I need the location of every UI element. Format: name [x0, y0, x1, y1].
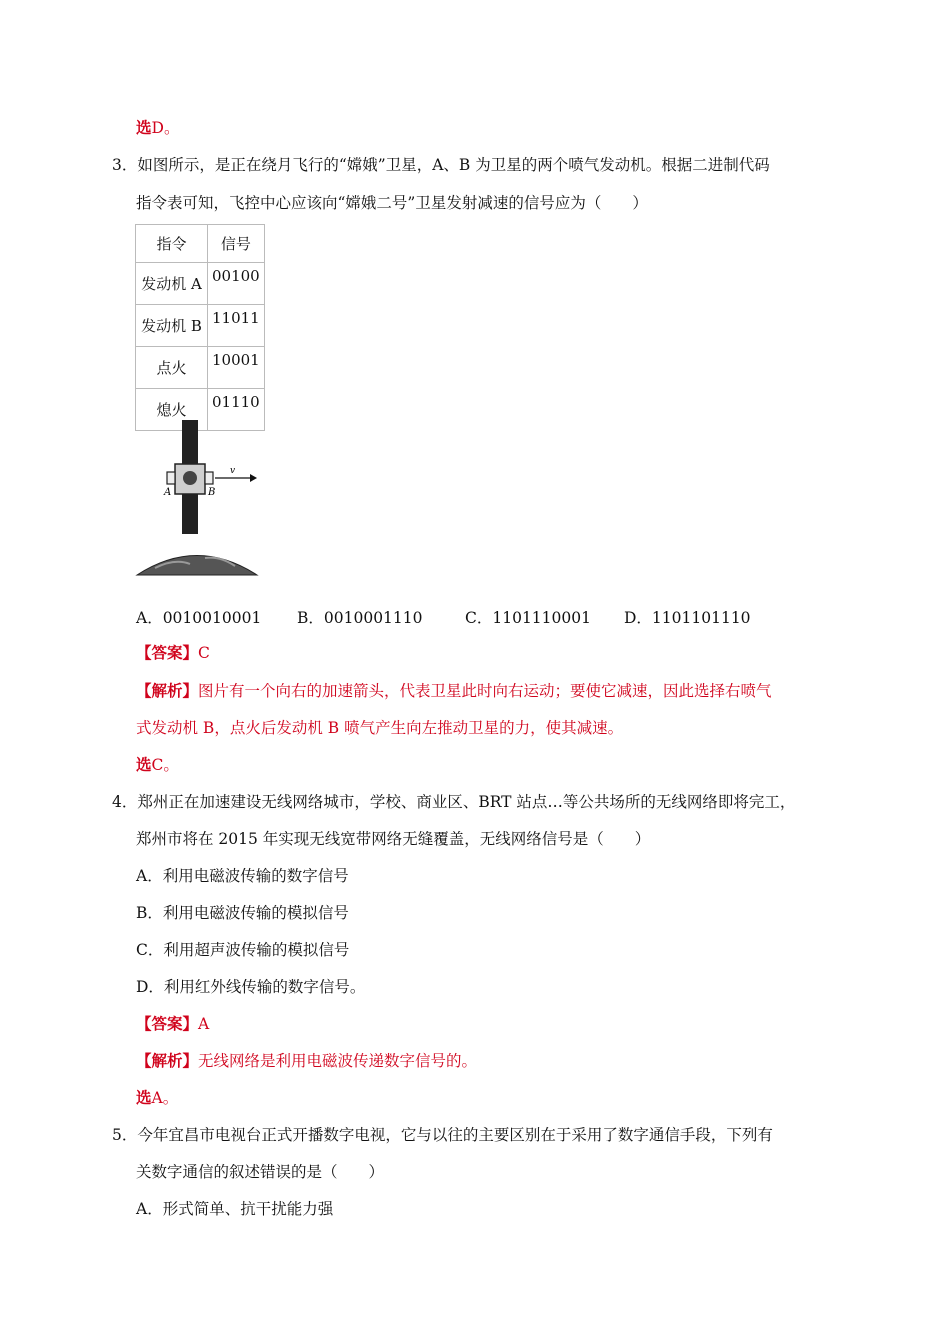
- q5-option-a: A．形式简单、抗干扰能力强: [136, 1200, 334, 1218]
- q4-answer: [136, 1014, 209, 1034]
- table-header-cell: 指令: [136, 225, 208, 263]
- instruction-table: [135, 224, 265, 431]
- satellite-figure: [135, 418, 260, 578]
- solar-panel-top: [182, 420, 198, 464]
- q3-selection: [136, 755, 179, 775]
- q5-stem-line1: [112, 1125, 773, 1145]
- table-cell: 熄火: [136, 389, 208, 431]
- table-header-cell: 信号: [208, 225, 265, 263]
- q4-stem-line1: [112, 792, 795, 812]
- table-cell: 10001: [208, 347, 265, 389]
- q4-selection: [136, 1088, 178, 1108]
- analysis-text: 图片有一个向右的加速箭头，代表卫星此时向右运动；要使它减速，因此选择右喷气: [198, 682, 772, 700]
- answer-value: C: [198, 644, 210, 662]
- prev-selection: [136, 118, 179, 138]
- analysis-tag: 【解析】: [136, 681, 199, 700]
- solar-panel-bottom: [182, 494, 198, 534]
- answer-tag: 【答案】: [136, 643, 199, 662]
- velocity-label: v: [230, 466, 236, 476]
- engine-b-label: B: [208, 487, 216, 498]
- table-row: [136, 305, 265, 347]
- q3-option-b: B．0010001110: [297, 609, 423, 627]
- selection-label: 选: [136, 1088, 152, 1107]
- analysis-tag: 【解析】: [136, 1051, 199, 1070]
- table-header-row: [136, 225, 265, 263]
- analysis-text: 无线网络是利用电磁波传递数字信号的。: [198, 1052, 478, 1070]
- engine-b: [205, 472, 213, 484]
- answer-tag: 【答案】: [136, 1014, 199, 1033]
- q5-line1-text: 今年宜昌市电视台正式开播数字电视，它与以往的主要区别在于采用了数字通信手段，下列有: [137, 1126, 773, 1144]
- q4-option-d: D．利用红外线传输的数字信号。: [136, 978, 366, 996]
- q4-stem-line2: 郑州市将在 2015 年实现无线宽带网络无缝覆盖，无线网络信号是（ ）: [136, 830, 651, 848]
- table-cell: 发动机 B: [136, 305, 208, 347]
- q3-answer: [136, 643, 210, 663]
- selection-value: C。: [151, 756, 179, 774]
- q4-option-c: C．利用超声波传输的模拟信号: [136, 941, 350, 959]
- engine-a-label: A: [164, 487, 172, 498]
- q3-line1-text: 如图所示，是正在绕月飞行的“嫦娥”卫星，A、B 为卫星的两个喷气发动机。根据二进制代码: [137, 156, 770, 174]
- table-cell: 发动机 A: [136, 263, 208, 305]
- table-row: [136, 347, 265, 389]
- q3-option-d: D．1101101110: [624, 609, 751, 627]
- q3-stem-line2: 指令表可知，飞控中心应该向“嫦娥二号”卫星发射减速的信号应为（ ）: [136, 194, 648, 212]
- q4-option-b: B．利用电磁波传输的模拟信号: [136, 904, 349, 922]
- moon-surface: [137, 556, 257, 576]
- selection-value: A。: [151, 1089, 179, 1107]
- q3-number: 3．: [112, 156, 138, 174]
- selection-label: 选: [136, 755, 152, 774]
- table-cell: 11011: [208, 305, 265, 347]
- q5-number: 5．: [112, 1126, 138, 1144]
- table-row: [136, 263, 265, 305]
- q3-stem-line1: [112, 155, 770, 175]
- velocity-arrow-head: [250, 474, 257, 482]
- q3-analysis-line1: [136, 681, 772, 701]
- table-cell: 点火: [136, 347, 208, 389]
- selection-value: D。: [151, 119, 180, 137]
- q3-analysis-line2: 式发动机 B，点火后发动机 B 喷气产生向左推动卫星的力，使其减速。: [136, 719, 624, 737]
- body-detail: [183, 471, 197, 485]
- q3-option-a: A．0010010001: [136, 609, 262, 627]
- answer-value: A: [198, 1015, 210, 1033]
- q4-analysis: [136, 1051, 477, 1071]
- table-cell: 00100: [208, 263, 265, 305]
- q5-stem-line2: 关数字通信的叙述错误的是（ ）: [136, 1163, 385, 1181]
- q4-number: 4．: [112, 793, 138, 811]
- table-cell: 01110: [208, 389, 265, 431]
- selection-label: 选: [136, 118, 152, 137]
- q3-option-c: C．1101110001: [465, 609, 591, 627]
- q4-line1-text: 郑州正在加速建设无线网络城市，学校、商业区、BRT 站点…等公共场所的无线网络即将完工，: [137, 793, 796, 811]
- engine-a: [167, 472, 175, 484]
- q4-option-a: A．利用电磁波传输的数字信号: [136, 867, 349, 885]
